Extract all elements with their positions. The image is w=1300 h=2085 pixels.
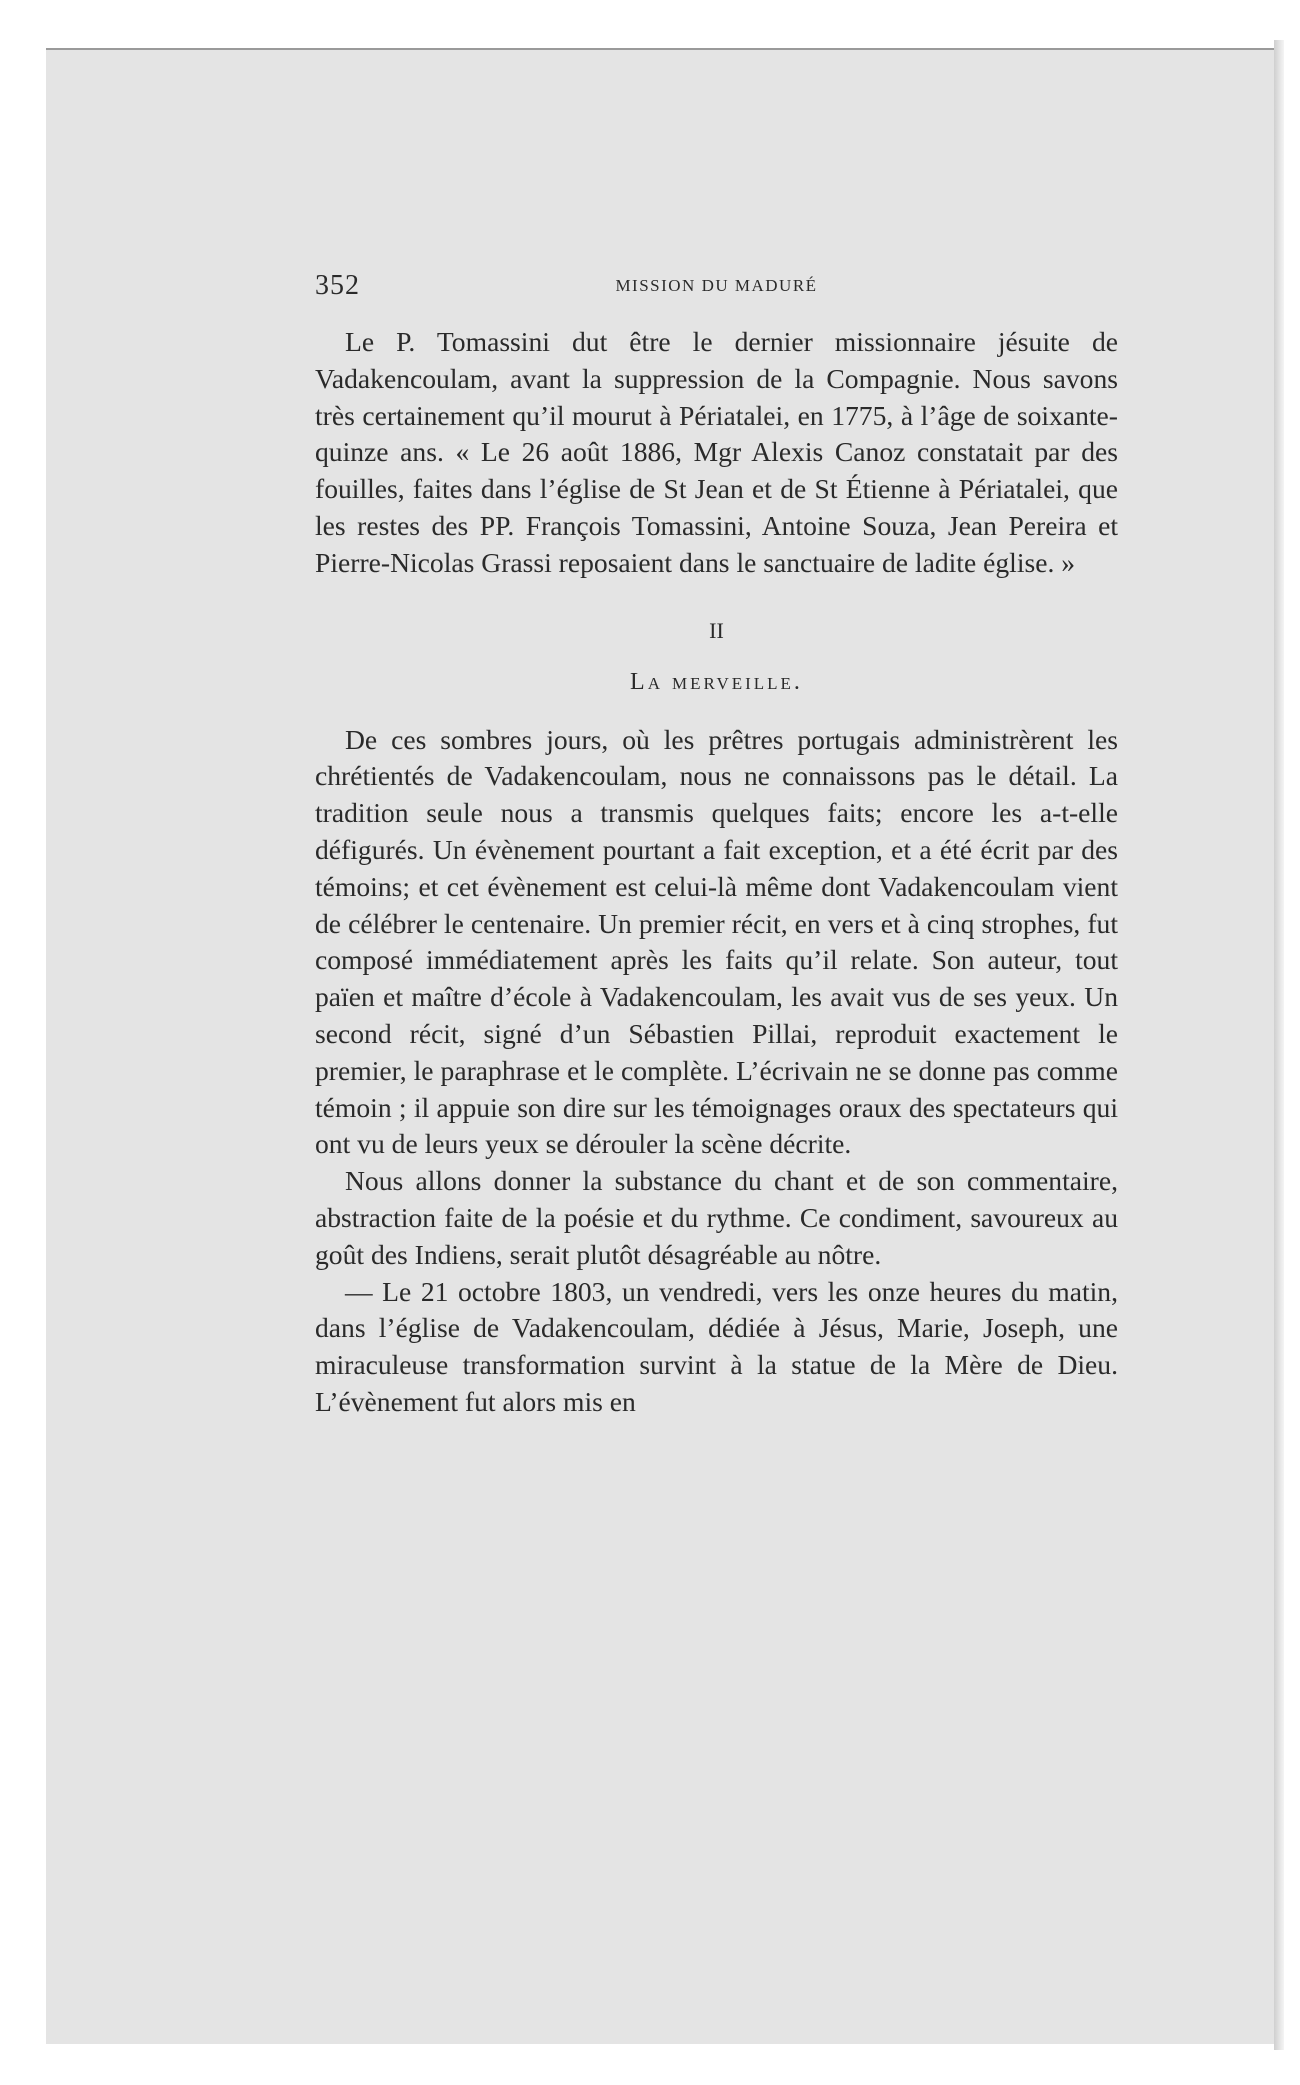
paragraph: Nous allons donner la substance du chant et de son commentaire, abstraction faite de la poésie et du rythme. Ce condiment, savoureux au goût des Indiens, serait plutôt désagréable au nôtre.	[315, 1165, 1118, 1270]
text-block	[315, 270, 1118, 1421]
section-title: La merveille.	[630, 668, 803, 695]
running-title: MISSION DU MADURÉ	[615, 276, 818, 295]
page-edge	[1274, 40, 1284, 2050]
paragraph: Le P. Tomassini dut être le dernier missionnaire jésuite de Vadakencoulam, avant la suppression de la Compagnie. Nous savons très certainement qu’il mourut à Périatalei, en 1775, à l’âge de soixante-quinze ans. « Le 26 août 1886, Mgr Alexis Canoz constatait par des fouilles, faites dans l’église de St Jean et de St Étienne à Périatalei, que les restes des PP. François Tomassini, Antoine Souza, Jean Pereira et Pierre-Nicolas Grassi reposaient dans le sanctuaire de ladite église. »	[315, 326, 1118, 578]
section-number: II	[709, 617, 724, 643]
paragraph: — Le 21 octobre 1803, un vendredi, vers les onze heures du matin, dans l’église de Vadakencoulam, dédiée à Jésus, Marie, Joseph, une miraculeuse transformation survint à la statue de la Mère de Dieu. L’évènement fut alors mis en	[315, 1275, 1118, 1417]
paragraph: De ces sombres jours, où les prêtres portugais administrèrent les chrétientés de Vadakencoulam, nous ne connaissons pas le détail. La tradition seule nous a transmis quelques faits; encore les a-t-elle défigurés. Un évènement pourtant a fait exception, et a été écrit par des témoins; et cet évènement est celui-là même dont Vadakencoulam vient de célébrer le centenaire. Un premier récit, en vers et à cinq strophes, fut composé immédiatement après les faits qu’il relate. Son auteur, tout païen et maître d’école à Vadakencoulam, les avait vus de ses yeux. Un second récit, signé d’un Sébastien Pillai, reproduit exactement le premier, le paraphrase et le complète. L’écrivain ne se donne pas comme témoin ; il appuie son dire sur les témoignages oraux des spectateurs qui ont vu de leurs yeux se dérouler la scène décrite.	[315, 723, 1118, 1160]
running-head	[315, 270, 1118, 310]
page-number: 352	[315, 270, 360, 301]
